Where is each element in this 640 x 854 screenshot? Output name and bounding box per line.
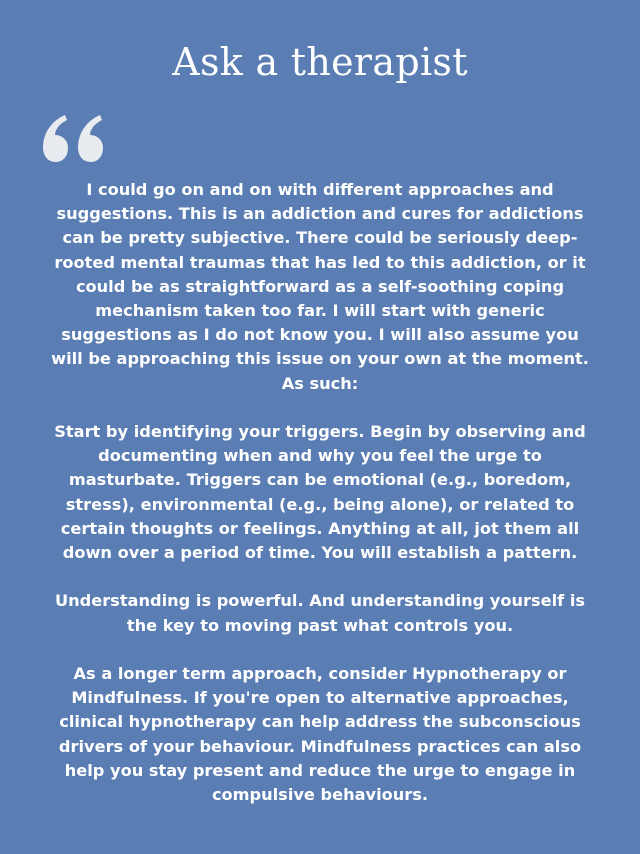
paragraph-understanding: Understanding is powerful. And understanding yourself is the key to moving past what controls you. xyxy=(54,591,586,635)
page-title: Ask a therapist xyxy=(172,40,468,84)
quote-open-icon xyxy=(40,112,110,162)
answer-body xyxy=(46,178,594,807)
paragraph-triggers: Start by identifying your triggers. Begin by observing and documenting when and why you feel the urge to masturbate. Triggers can be emotional (e.g., boredom, stress), environmental (e.g., being alone), or related to certain thoughts or feelings. Anything at all, jot them all down over a period of time. You will establish a pattern. xyxy=(54,422,586,563)
paragraph-long-term: As a longer term approach, consider Hypnotherapy or Mindfulness. If you're open to alternative approaches, clinical hypnotherapy can help address the subconscious drivers of your behaviour. Mindfulness practices can also help you stay present and reduce the urge to engage in compulsive behaviours. xyxy=(58,664,582,805)
paragraph-intro: I could go on and on with different approaches and suggestions. This is an addiction and cures for addictions can be pretty subjective. There could be seriously deep-rooted mental traumas that has led to this addiction, or it could be as straightforward as a self-soothing coping mechanism taken too far. I will start with generic suggestions as I do not know you. I will also assume you will be approaching this issue on your own at the moment. As such: xyxy=(51,180,589,393)
